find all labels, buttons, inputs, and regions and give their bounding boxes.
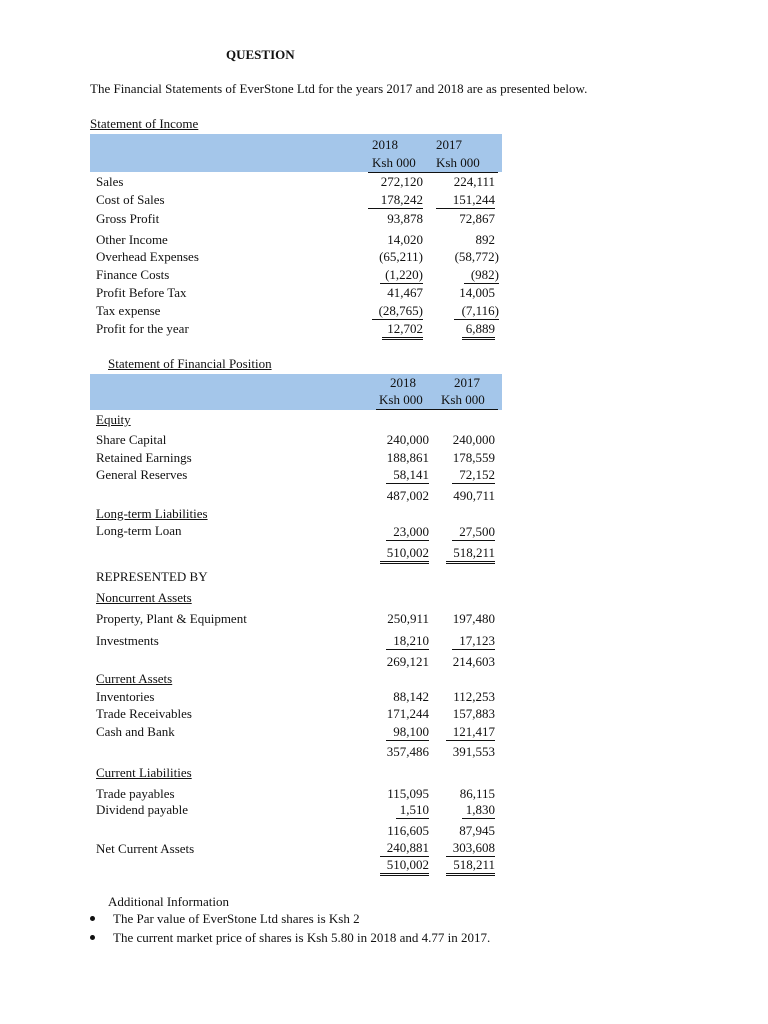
- nca-ppe-2018: 250,911: [387, 611, 429, 626]
- net-current-assets-label: Net Current Assets: [96, 841, 195, 856]
- cl-dividend-payable-2018: 1,510: [396, 802, 429, 819]
- ca-label-cash: Cash and Bank: [96, 724, 175, 739]
- income-col-2018-year: 2018: [372, 137, 398, 152]
- nca-label-ppe: Property, Plant & Equipment: [96, 611, 247, 626]
- income-col-2017-unit: Ksh 000: [436, 155, 480, 170]
- income-label-pbt: Profit Before Tax: [96, 285, 187, 300]
- ca-receivables-2017: 157,883: [452, 706, 495, 721]
- position-col-2018-unit: Ksh 000: [379, 392, 423, 407]
- position-statement-title: Statement of Financial Position: [108, 356, 272, 371]
- income-label-other-income: Other Income: [96, 232, 168, 247]
- cl-heading: Current Liabilities: [96, 765, 192, 780]
- equity-retained-earnings-2017: 178,559: [452, 450, 495, 465]
- income-pbt-2018: 41,467: [387, 285, 423, 300]
- page-heading: QUESTION: [226, 47, 295, 62]
- income-gross-profit-2018: 93,878: [387, 211, 423, 226]
- bullet-dot-icon: [90, 935, 95, 940]
- equity-label-general-reserves: General Reserves: [96, 467, 188, 482]
- ltl-label-loan: Long-term Loan: [96, 523, 182, 538]
- income-label-gross-profit: Gross Profit: [96, 211, 160, 226]
- grand-total-2017: 518,211: [446, 857, 495, 876]
- nca-label-investments: Investments: [96, 633, 159, 648]
- income-label-finance-costs: Finance Costs: [96, 267, 170, 282]
- income-col-2017-year: 2017: [436, 137, 462, 152]
- equity-general-reserves-2018: 58,141: [386, 467, 429, 484]
- ca-heading: Current Assets: [96, 671, 173, 686]
- nca-total-2017: 214,603: [452, 654, 495, 669]
- income-other-income-2018: 14,020: [387, 232, 423, 247]
- net-current-assets-2017: 303,608: [446, 840, 495, 857]
- income-label-overhead: Overhead Expenses: [96, 249, 199, 264]
- ca-cash-2017: 121,417: [446, 724, 495, 741]
- ltl-loan-2017: 27,500: [452, 524, 495, 541]
- ltl-total-2017: 518,211: [446, 545, 495, 564]
- income-label-sales: Sales: [96, 174, 124, 189]
- equity-retained-earnings-2018: 188,861: [386, 450, 429, 465]
- income-finance-costs-2018: (1,220): [380, 267, 423, 284]
- equity-general-reserves-2017: 72,152: [452, 467, 495, 484]
- equity-label-retained-earnings: Retained Earnings: [96, 450, 192, 465]
- income-sales-2017: 224,111: [453, 174, 495, 189]
- income-statement-title: Statement of Income: [90, 116, 199, 131]
- nca-ppe-2017: 197,480: [452, 611, 495, 626]
- income-overhead-2017: (58,772): [454, 249, 499, 264]
- income-tax-2017: (7,116): [454, 303, 499, 320]
- equity-total-2018: 487,002: [386, 488, 429, 503]
- income-header-rule: [368, 172, 498, 173]
- cl-dividend-payable-2017: 1,830: [462, 802, 495, 819]
- cl-total-2018: 116,605: [387, 823, 429, 838]
- ltl-loan-2018: 23,000: [386, 524, 429, 541]
- cl-trade-payables-2017: 86,115: [459, 786, 495, 801]
- income-pbt-2017: 14,005: [459, 285, 495, 300]
- net-current-assets-2018: 240,881: [380, 840, 429, 857]
- position-header-rule: [376, 409, 498, 410]
- equity-total-2017: 490,711: [453, 488, 495, 503]
- position-col-2018-year: 2018: [390, 375, 416, 390]
- grand-total-2018: 510,002: [380, 857, 429, 876]
- income-overhead-2018: (65,211): [379, 249, 423, 264]
- income-label-tax: Tax expense: [96, 303, 161, 318]
- income-tax-2018: (28,765): [372, 303, 423, 320]
- position-col-2017-year: 2017: [454, 375, 480, 390]
- ca-label-receivables: Trade Receivables: [96, 706, 192, 721]
- nca-investments-2018: 18,210: [386, 633, 429, 650]
- income-col-2018-unit: Ksh 000: [372, 155, 416, 170]
- income-cost-of-sales-2017: 151,244: [436, 192, 495, 209]
- income-label-profit-for-year: Profit for the year: [96, 321, 189, 336]
- equity-label-share-capital: Share Capital: [96, 432, 167, 447]
- income-label-cost-of-sales: Cost of Sales: [96, 192, 165, 207]
- ca-label-inventories: Inventories: [96, 689, 155, 704]
- equity-share-capital-2017: 240,000: [452, 432, 495, 447]
- equity-heading: Equity: [96, 412, 131, 427]
- ltl-heading: Long-term Liabilities: [96, 506, 208, 521]
- ca-receivables-2018: 171,244: [386, 706, 429, 721]
- nca-total-2018: 269,121: [386, 654, 429, 669]
- intro-text: The Financial Statements of EverStone Ltd for the years 2017 and 2018 are as presented below.: [90, 81, 588, 96]
- represented-by-label: REPRESENTED BY: [96, 569, 208, 584]
- income-sales-2018: 272,120: [380, 174, 423, 189]
- income-gross-profit-2017: 72,867: [459, 211, 495, 226]
- additional-bullet-1: The Par value of EverStone Ltd shares is Ksh 2: [113, 911, 360, 926]
- cl-label-trade-payables: Trade payables: [96, 786, 175, 801]
- equity-share-capital-2018: 240,000: [386, 432, 429, 447]
- income-other-income-2017: 892: [475, 232, 495, 247]
- nca-heading: Noncurrent Assets: [96, 590, 192, 605]
- cl-label-dividend-payable: Dividend payable: [96, 802, 189, 817]
- ca-inventories-2018: 88,142: [393, 689, 429, 704]
- ca-total-2018: 357,486: [386, 744, 429, 759]
- cl-total-2017: 87,945: [459, 823, 495, 838]
- cl-trade-payables-2018: 115,095: [387, 786, 429, 801]
- income-finance-costs-2017: (982): [464, 267, 499, 284]
- ca-inventories-2017: 112,253: [453, 689, 495, 704]
- nca-investments-2017: 17,123: [452, 633, 495, 650]
- income-profit-for-year-2018: 12,702: [382, 321, 423, 340]
- bullet-dot-icon: [90, 916, 95, 921]
- income-profit-for-year-2017: 6,889: [462, 321, 495, 340]
- additional-info-heading: Additional Information: [108, 894, 229, 909]
- ca-total-2017: 391,553: [452, 744, 495, 759]
- position-col-2017-unit: Ksh 000: [441, 392, 485, 407]
- ltl-total-2018: 510,002: [380, 545, 429, 564]
- income-cost-of-sales-2018: 178,242: [368, 192, 423, 209]
- additional-bullet-2: The current market price of shares is Ksh 5.80 in 2018 and 4.77 in 2017.: [113, 930, 491, 945]
- ca-cash-2018: 98,100: [386, 724, 429, 741]
